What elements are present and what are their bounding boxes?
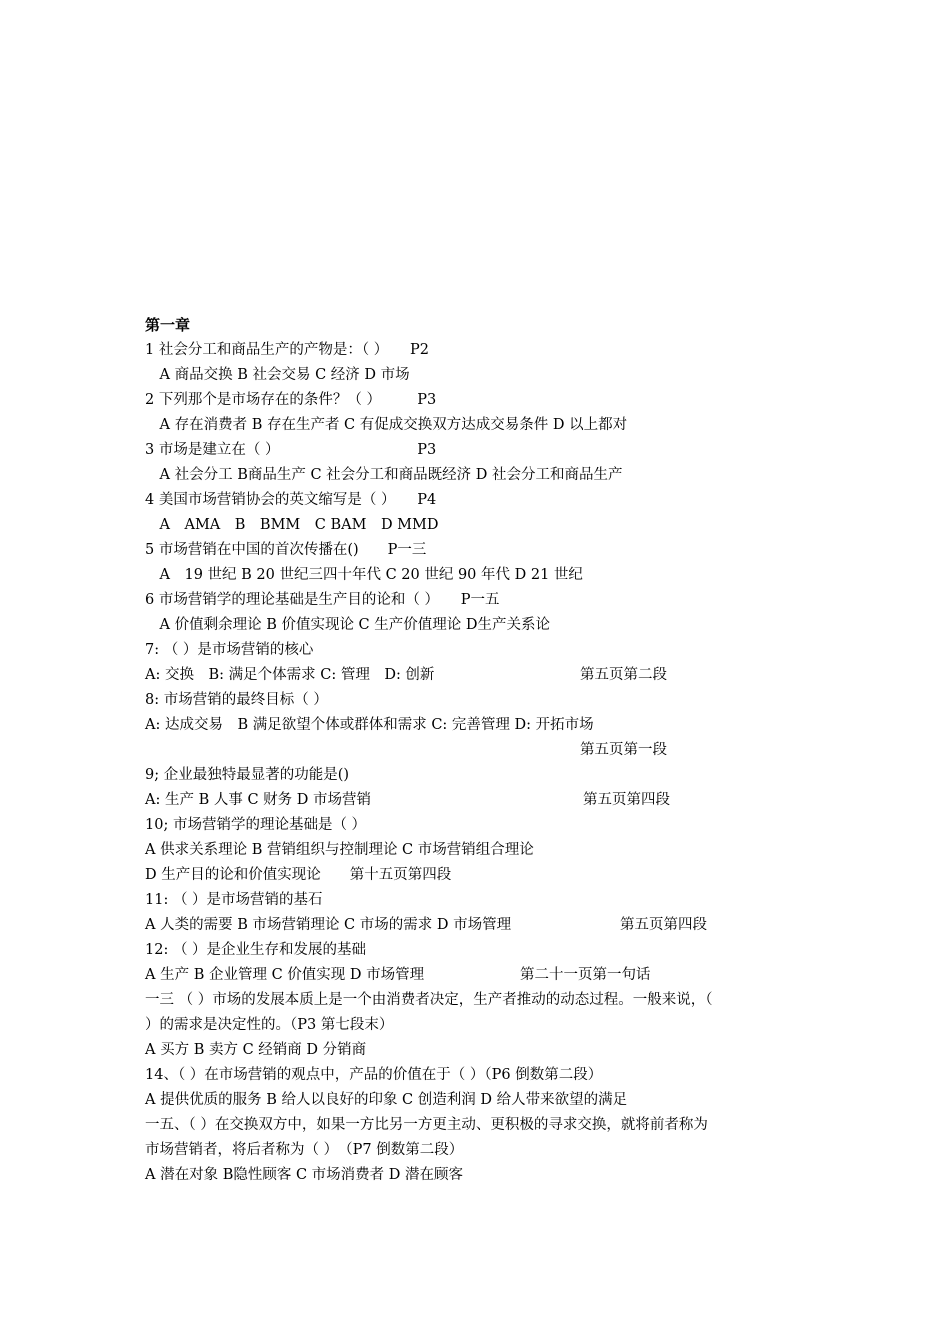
question-8: 8: 市场营销的最终目标（ ） <box>145 692 328 708</box>
question-7-options: A: 交换 B: 满足个体需求 C: 管理 D: 创新 <box>145 667 435 683</box>
question-9-options: A: 生产 B 人事 C 财务 D 市场营销 <box>145 792 371 808</box>
question-13-options: A 买方 B 卖方 C 经销商 D 分销商 <box>145 1042 367 1058</box>
question-11: 11: （ ）是市场营销的基石 <box>145 892 323 908</box>
question-7-reference: 第五页第二段 <box>580 667 667 683</box>
question-12-reference: 第二十一页第一句话 <box>520 967 651 983</box>
question-1: 1 社会分工和商品生产的产物是：（ ） P2 <box>145 342 429 358</box>
question-4-options: A AMA B BMM C BAM D MMD <box>145 517 439 533</box>
question-13: 一三 （ ）市场的发展本质上是一个由消费者决定，生产者推动的动态过程。一般来说，（ <box>145 992 713 1008</box>
question-11-reference: 第五页第四段 <box>620 917 707 933</box>
question-4: 4 美国市场营销协会的英文缩写是（ ） P4 <box>145 492 437 508</box>
question-15-options: A 潜在对象 B隐性顾客 C 市场消费者 D 潜在顾客 <box>145 1167 464 1183</box>
question-10: 10; 市场营销学的理论基础是（ ） <box>145 817 367 833</box>
question-2: 2 下列那个是市场存在的条件？（ ） P3 <box>145 392 437 408</box>
question-5: 5 市场营销在中国的首次传播在() P一三 <box>145 542 427 558</box>
question-8-options: A: 达成交易 B 满足欲望个体或群体和需求 C: 完善管理 D: 开拓市场 <box>145 717 594 733</box>
question-3: 3 市场是建立在（ ） P3 <box>145 442 437 458</box>
question-3-options: A 社会分工 B商品生产 C 社会分工和商品既经济 D 社会分工和商品生产 <box>145 467 623 483</box>
question-5-options: A 19 世纪 B 20 世纪三四十年代 C 20 世纪 90 年代 D 21 世纪 <box>145 567 583 583</box>
question-12-options: A 生产 B 企业管理 C 价值实现 D 市场管理 <box>145 967 425 983</box>
question-11-options: A 人类的需要 B 市场营销理论 C 市场的需求 D 市场管理 <box>145 917 512 933</box>
question-15: 一五、（ ）在交换双方中，如果一方比另一方更主动、更积极的寻求交换，就将前者称为 <box>145 1117 708 1133</box>
question-7: 7: （ ）是市场营销的核心 <box>145 642 314 658</box>
question-2-options: A 存在消费者 B 存在生产者 C 有促成交换双方达成交易条件 D 以上都对 <box>145 417 628 433</box>
chapter-title: 第一章 <box>145 316 191 334</box>
question-13-cont: ）的需求是决定性的。（P3 第七段末） <box>145 1017 394 1033</box>
question-1-options: A 商品交换 B 社会交易 C 经济 D 市场 <box>145 367 410 383</box>
question-14-options: A 提供优质的服务 B 给人以良好的印象 C 创造利润 D 给人带来欲望的满足 <box>145 1092 628 1108</box>
question-6: 6 市场营销学的理论基础是生产目的论和（ ） P一五 <box>145 592 500 608</box>
question-9: 9; 企业最独特最显著的功能是() <box>145 767 350 783</box>
question-15-cont: 市场营销者，将后者称为（ ） （P7 倒数第二段） <box>145 1142 464 1158</box>
question-12: 12: （ ）是企业生存和发展的基础 <box>145 942 367 958</box>
question-10-options: A 供求关系理论 B 营销组织与控制理论 C 市场营销组合理论 <box>145 842 534 858</box>
question-9-reference: 第五页第四段 <box>583 792 670 808</box>
question-14: 14、（ ）在市场营销的观点中，产品的价值在于（ ）（P6 倒数第二段） <box>145 1067 603 1083</box>
question-6-options: A 价值剩余理论 B 价值实现论 C 生产价值理论 D生产关系论 <box>145 617 550 633</box>
question-8-reference: 第五页第一段 <box>580 742 667 758</box>
question-10-options-cont: D 生产目的论和价值实现论 第十五页第四段 <box>145 867 452 883</box>
